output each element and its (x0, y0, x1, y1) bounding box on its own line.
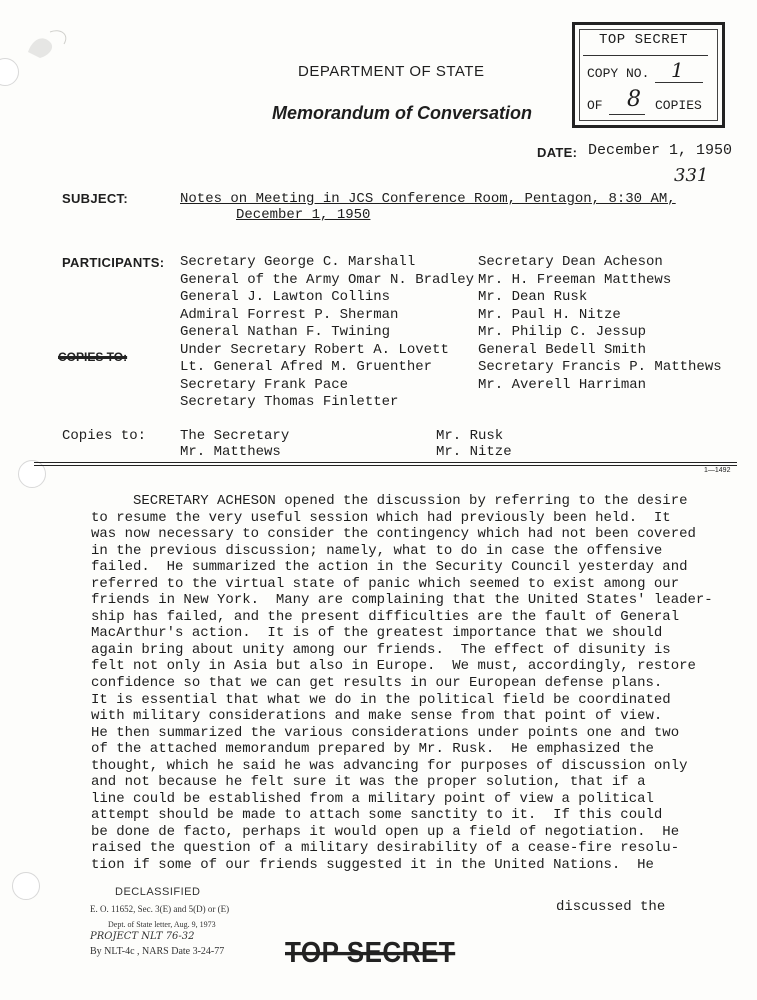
body-line: was now necessary to consider the contingency which had not been covered (91, 526, 696, 543)
participants-left-column (180, 254, 474, 412)
stamp-copy-no-line (655, 82, 703, 83)
body-line: raised the question of a military desirability of a cease-fire resolu- (91, 840, 680, 857)
participant-name: Lt. General Afred M. Gruenther (180, 359, 433, 375)
memo-body-text (91, 493, 713, 874)
memo-title: Memorandum of Conversation (272, 103, 533, 123)
handwritten-number: 331 (674, 165, 709, 186)
declassified-letter: Dept. of State letter, Aug. 9, 1973 (108, 920, 216, 929)
body-line: to resume the very useful session which had previously been held. It (91, 509, 671, 526)
body-line: be done de facto, perhaps it would open up a field of negotiation. He (91, 823, 680, 840)
participant-name: General Bedell Smith (478, 341, 647, 358)
stamp-copies-label: COPIES (655, 98, 702, 113)
divider-rule-bottom (34, 465, 737, 466)
copies-to-recipient: Mr. Nitze (436, 444, 512, 460)
copies-to-recipient: The Secretary (180, 428, 290, 444)
stamp-of-value: 8 (627, 87, 641, 112)
stamp-copy-no-label: COPY NO. (587, 66, 650, 81)
body-line: SECRETARY ACHESON opened the discussion by referring to the desire (91, 493, 688, 509)
body-line: confidence so that we can get results in our European defense plans. (91, 675, 663, 692)
corner-smudge (20, 22, 80, 82)
participant-name: Mr. Philip C. Jessup (478, 324, 647, 340)
body-line: line could be established from a military point of view a political (91, 790, 654, 807)
subject-line-1: Notes on Meeting in JCS Conference Room, Pentagon, 8:30 AM, (180, 191, 676, 207)
form-number: 1—1492 (704, 467, 731, 474)
body-line: ship has failed, and the present difficulties are the fault of General (91, 608, 680, 625)
participant-name: Secretary Francis P. Matthews (478, 359, 722, 375)
participant-name: General J. Lawton Collins (180, 289, 391, 305)
participants-label: PARTICIPANTS: (62, 255, 165, 270)
participant-name: General Nathan F. Twining (180, 324, 391, 340)
classification-stamp (572, 22, 725, 128)
divider-rule-top (34, 462, 737, 463)
body-line: friends in New York. Many are complaining that the United States' leader- (91, 592, 713, 609)
date-label: DATE: (537, 145, 578, 160)
participant-name: Secretary George C. Marshall (180, 254, 416, 270)
body-line: again bring about unity among our friends. The effect of disunity is (91, 641, 671, 658)
continuation-text: discussed the (556, 899, 666, 915)
copies-to-recipient: Mr. Matthews (180, 444, 281, 460)
participant-name: Admiral Forrest P. Sherman (180, 306, 399, 323)
subject-label: SUBJECT: (62, 191, 128, 206)
copies-to-recipient: Mr. Rusk (436, 428, 504, 444)
declassified-project: PROJECT NLT 76-32 (90, 931, 195, 942)
participant-name: General of the Army Omar N. Bradley (180, 271, 475, 288)
date-value: December 1, 1950 (588, 142, 733, 159)
copies-to-label: Copies to: (62, 428, 147, 444)
declassified-by-line: By NLT-4c , NARS Date 3-24-77 (90, 946, 225, 957)
body-line: It is essential that what we do in the political field be coordinated (91, 691, 671, 708)
body-line: MacArthur's action. It is of the greatest importance that we should (91, 625, 663, 642)
stamp-classification: TOP SECRET (599, 32, 689, 48)
participant-name: Secretary Frank Pace (180, 376, 349, 393)
participant-name: Mr. Dean Rusk (478, 289, 588, 305)
body-line: referred to the virtual state of panic which seemed to exist among our (91, 575, 680, 592)
declassified-title: DECLASSIFIED (115, 886, 201, 898)
stamp-underline (583, 55, 708, 56)
body-line: felt not only in Asia but also in Europe. We must, accordingly, restore (91, 658, 696, 675)
stamp-of-label: OF (587, 98, 603, 113)
body-line: tion if some of our friends suggested it in the United Nations. He (91, 857, 654, 874)
body-line: and not because he felt sure it was the proper solution, that if a (91, 774, 646, 791)
body-line: of the attached memorandum prepared by Mr. Rusk. He emphasized the (91, 741, 654, 758)
body-line: with military considerations and make sense from that point of view. (91, 708, 663, 725)
participants-right-column (478, 254, 722, 394)
body-line: thought, which he said he was advancing for purposes of discussion only (91, 757, 688, 774)
struck-copies-to-label: COPIES TO: (58, 350, 128, 364)
department-heading: DEPARTMENT OF STATE (298, 63, 485, 80)
stamp-copy-no-value: 1 (671, 58, 684, 82)
declassified-authority: E. O. 11652, Sec. 3(E) and 5(D) or (E) (90, 904, 230, 914)
stamp-of-line (609, 114, 645, 115)
participant-name: Mr. Paul H. Nitze (478, 306, 621, 323)
body-line: He then summarized the various considerations under points one and two (91, 724, 680, 741)
participant-name: Mr. Averell Harriman (478, 376, 647, 393)
punch-hole-bottom (12, 872, 40, 900)
body-line: in the previous discussion; namely, what to do in case the offensive (91, 542, 663, 559)
body-line: attempt should be made to attach some sanctity to it. If this could (91, 807, 663, 824)
participant-name: Secretary Thomas Finletter (180, 394, 399, 410)
punch-hole-top (0, 58, 19, 86)
participant-name: Mr. H. Freeman Matthews (478, 271, 672, 288)
subject-line-2: December 1, 1950 (236, 207, 371, 223)
participant-name: Under Secretary Robert A. Lovett (180, 341, 449, 358)
top-secret-bottom-stamp: TOP SECRET (285, 935, 456, 969)
participant-name: Secretary Dean Acheson (478, 254, 663, 270)
body-line: failed. He summarized the action in the Security Council yesterday and (91, 559, 688, 576)
